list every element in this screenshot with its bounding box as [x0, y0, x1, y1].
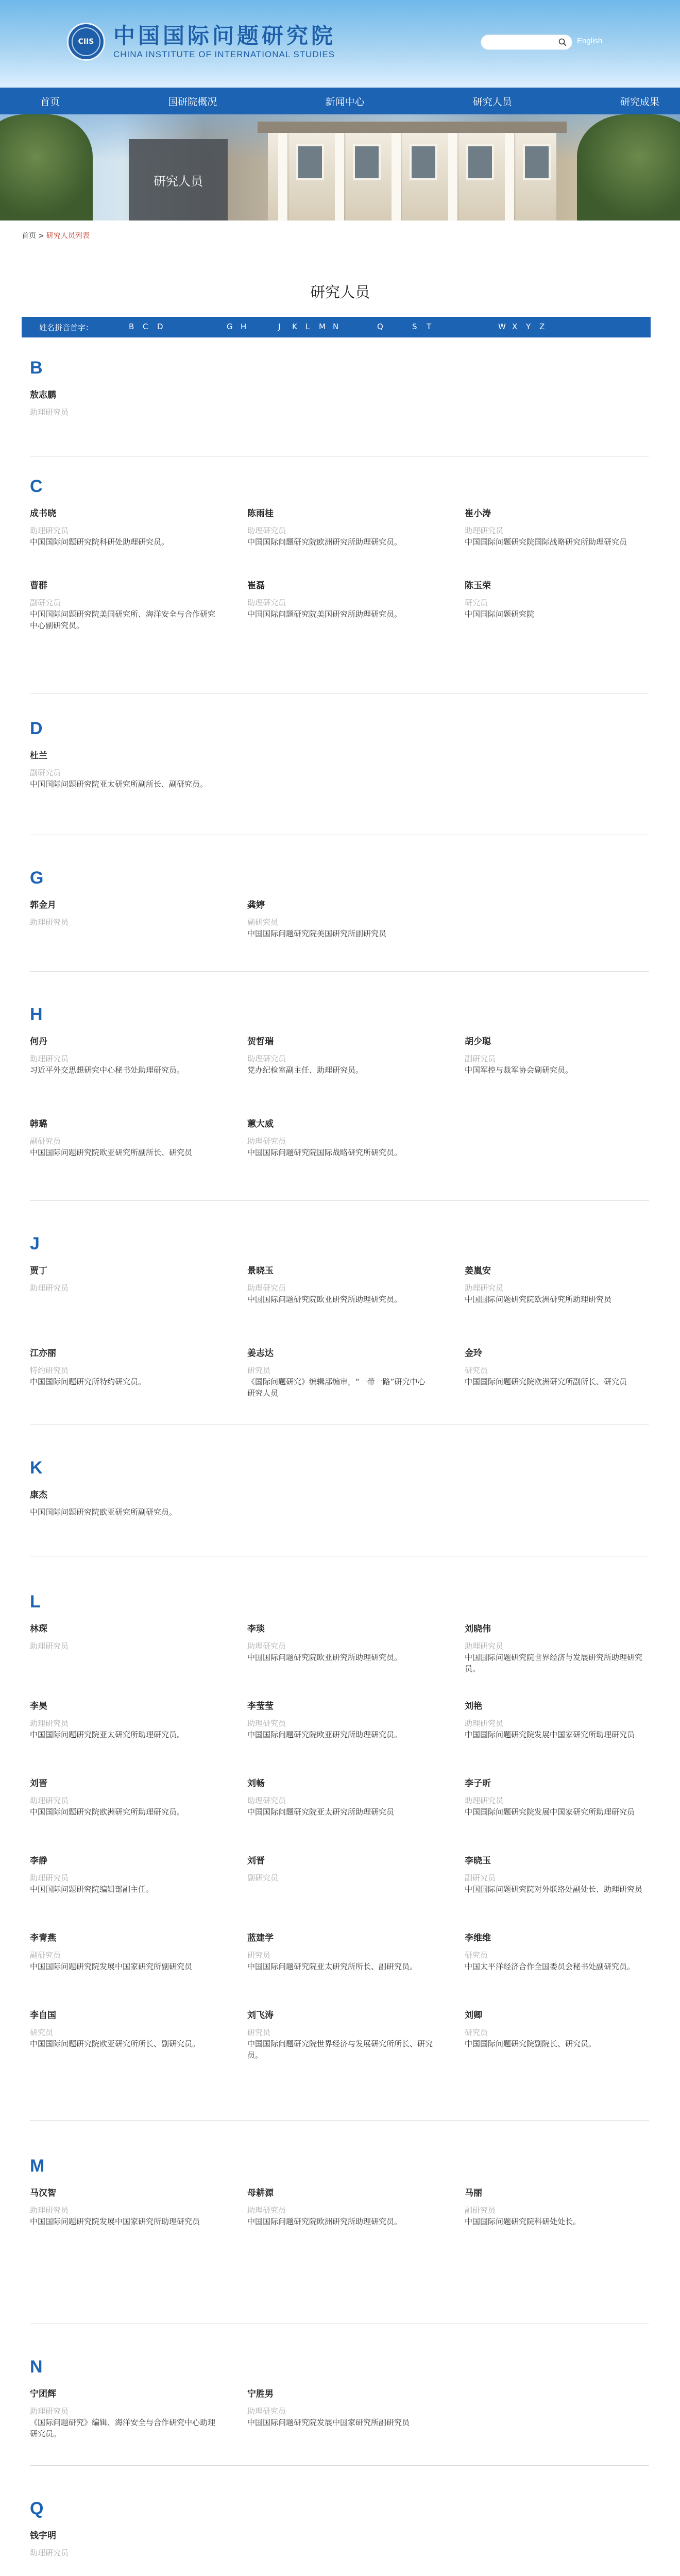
researcher-name[interactable]: 胡少聪 — [465, 1037, 491, 1047]
researcher-card — [247, 1265, 433, 1305]
researcher-description: 中国国际问题研究院欧亚研究所助理研究员。 — [247, 1295, 402, 1304]
researcher-card — [30, 1700, 215, 1740]
researcher-title: 研究员 — [247, 2028, 271, 2037]
breadcrumb-current: 研究人员列表 — [46, 232, 90, 240]
researcher-description: 中国国际问题研究院亚太研究所所长、副研究员。 — [247, 1962, 418, 1971]
researcher-description: 中国国际问题研究院欧洲研究所助理研究员 — [465, 1295, 612, 1304]
researcher-description: 中国国际问题研究院亚太研究所副所长、副研究员。 — [30, 779, 208, 789]
researcher-name[interactable]: 景晓玉 — [247, 1266, 274, 1276]
logo-chinese-name: 中国国际问题研究院 — [113, 23, 336, 48]
index-letter-w[interactable]: W — [498, 322, 506, 331]
researcher-title: 副研究员 — [30, 1951, 61, 1960]
researcher-description: 中国国际问题研究院 — [465, 609, 535, 619]
researcher-title: 助理研究员 — [465, 1641, 504, 1651]
researcher-description: 中国国际问题研究院发展中国家研究所副研究员 — [247, 2418, 410, 2427]
index-letter-y[interactable]: Y — [526, 322, 531, 331]
section-letter: Q — [30, 2499, 44, 2518]
researcher-title: 助理研究员 — [247, 526, 286, 535]
researcher-description: 中国国际问题研究院发展中国家研究所副研究员 — [30, 1962, 193, 1971]
researcher-title: 助理研究员 — [465, 526, 504, 535]
researcher-name[interactable]: 刘晋 — [247, 1856, 265, 1866]
researcher-title: 助理研究员 — [30, 1873, 69, 1883]
section-divider — [30, 1200, 649, 1201]
researcher-description: 中国国际问题研究院亚太研究所助理研究员 — [247, 1807, 395, 1817]
researcher-name[interactable]: 韩璐 — [30, 1119, 47, 1129]
nav-item-2[interactable]: 新闻中心 — [325, 96, 365, 108]
breadcrumb-home[interactable]: 首页 — [22, 232, 36, 240]
researcher-description: 中国国际问题研究院美国研究所副研究员 — [247, 929, 387, 938]
researcher-card — [247, 1777, 433, 1818]
researcher-description: 中国国际问题研究院美国研究所、海洋安全与合作研究中心副研究员。 — [30, 609, 216, 630]
researcher-title: 助理研究员 — [247, 1137, 286, 1146]
researcher-card — [30, 1623, 215, 1652]
researcher-title: 助理研究员 — [247, 2206, 286, 2215]
researcher-name[interactable]: 刘飞涛 — [247, 2010, 274, 2021]
index-letter-j[interactable]: J — [278, 322, 281, 331]
researcher-name[interactable]: 金玲 — [465, 1348, 482, 1359]
researcher-name[interactable]: 成书晓 — [30, 509, 56, 519]
search-input[interactable] — [487, 35, 559, 49]
researcher-title: 助理研究员 — [30, 918, 69, 927]
index-letter-k[interactable]: K — [292, 322, 297, 331]
search-box — [481, 35, 572, 50]
researcher-card — [247, 2388, 433, 2428]
researcher-name[interactable]: 曹群 — [30, 581, 47, 591]
index-letter-h[interactable]: H — [241, 322, 247, 331]
researcher-name[interactable]: 李自国 — [30, 2010, 56, 2021]
researcher-card — [30, 389, 215, 418]
researcher-name[interactable]: 李静 — [30, 1856, 47, 1866]
researcher-name[interactable]: 贾丁 — [30, 1266, 47, 1276]
researcher-card — [30, 750, 215, 790]
researcher-card — [30, 507, 215, 548]
pinyin-index-bar — [22, 317, 651, 337]
index-label: 姓名拼音首字： — [39, 323, 94, 332]
researcher-name[interactable]: 何丹 — [30, 1037, 47, 1047]
researcher-card — [465, 1623, 650, 1674]
researcher-card — [30, 1036, 215, 1076]
banner-caption — [129, 139, 228, 221]
researcher-title: 研究员 — [30, 2028, 54, 2037]
researcher-description: 中国国际问题研究院欧洲研究所助理研究员。 — [247, 2217, 402, 2226]
breadcrumb — [22, 230, 90, 241]
researcher-card — [30, 1932, 215, 1972]
researcher-description: 中国国际问题研究院欧亚研究所副所长、研究员 — [30, 1148, 193, 1157]
researcher-name[interactable]: 崔磊 — [247, 581, 265, 591]
banner-tree-left — [0, 114, 93, 221]
researcher-card — [465, 1932, 650, 1972]
researcher-card — [465, 2009, 650, 2049]
emblem-text: CIIS — [78, 38, 94, 46]
researcher-description: 中国国际问题研究院世界经济与发展研究所所长、研究员。 — [247, 2039, 433, 2060]
banner-building-image — [268, 129, 556, 221]
researcher-card — [247, 2009, 433, 2061]
researcher-card — [30, 1265, 215, 1294]
index-letter-z[interactable]: Z — [539, 322, 545, 331]
researcher-title: 副研究员 — [247, 1873, 279, 1883]
researcher-title: 助理研究员 — [30, 1719, 69, 1728]
section-letter: D — [30, 719, 43, 738]
researcher-card — [465, 1036, 650, 1076]
researcher-name[interactable]: 宁胜男 — [247, 2389, 274, 2399]
nav-item-1[interactable]: 国研院概况 — [168, 96, 217, 108]
researcher-title: 研究员 — [247, 1366, 271, 1375]
researcher-title: 助理研究员 — [247, 1796, 286, 1805]
researcher-description: 中国国际问题研究院编辑部副主任。 — [30, 1885, 154, 1894]
section-letter: C — [30, 477, 43, 496]
researcher-card — [30, 2530, 215, 2558]
researcher-card — [30, 899, 215, 928]
researcher-name[interactable]: 宁团辉 — [30, 2389, 56, 2399]
researcher-description: 中国国际问题研究院发展中国家研究所助理研究员 — [30, 2217, 200, 2226]
researcher-card — [30, 1777, 215, 1818]
researcher-title: 研究员 — [247, 1951, 271, 1960]
index-letter-d[interactable]: D — [157, 322, 163, 331]
researcher-description: 中国国际问题研究院亚太研究所助理研究员。 — [30, 1730, 185, 1739]
researcher-title: 助理研究员 — [30, 2548, 69, 2557]
researcher-title: 助理研究员 — [30, 1641, 69, 1651]
researcher-description: 中国国际问题研究院副院长、研究员。 — [465, 2039, 597, 2048]
researcher-card — [30, 2187, 215, 2227]
researcher-description: 中国国际问题研究院欧洲研究所助理研究员。 — [247, 537, 402, 547]
researcher-description: 中国太平洋经济合作全国委员会秘书处副研究员。 — [465, 1962, 635, 1971]
researcher-name[interactable]: 刘晓伟 — [465, 1624, 491, 1634]
researcher-title: 助理研究员 — [30, 1283, 69, 1293]
index-letter-t[interactable]: T — [427, 322, 432, 331]
researcher-name[interactable]: 蓝建学 — [247, 1933, 274, 1943]
researcher-name[interactable]: 刘晋 — [30, 1778, 47, 1789]
researcher-card — [30, 1855, 215, 1895]
researcher-description: 中国国际问题研究院国际战略研究所助理研究员 — [465, 537, 627, 547]
nav-item-3[interactable]: 研究人员 — [472, 96, 512, 108]
researcher-title: 助理研究员 — [465, 1719, 504, 1728]
researcher-title: 助理研究员 — [30, 2406, 69, 2416]
researcher-card — [247, 1623, 433, 1663]
researcher-name[interactable]: 钱宇明 — [30, 2531, 56, 2541]
site-header — [0, 0, 680, 88]
search-icon[interactable] — [558, 38, 567, 46]
english-link[interactable]: English — [577, 37, 603, 45]
researcher-description: 《国际问题研究》编辑部编审，“一带一路”研究中心研究人员 — [247, 1377, 426, 1398]
researcher-card — [465, 1700, 650, 1740]
researcher-card — [247, 899, 433, 939]
index-letter-s[interactable]: S — [412, 322, 417, 331]
researcher-title: 副研究员 — [465, 1054, 496, 1063]
researcher-name[interactable]: 李莹莹 — [247, 1701, 274, 1711]
researcher-description: 中国国际问题研究院欧亚研究所助理研究员。 — [247, 1730, 402, 1739]
researcher-name[interactable]: 李昊 — [30, 1701, 47, 1711]
researcher-title: 助理研究员 — [30, 1054, 69, 1063]
researcher-name[interactable]: 刘卿 — [465, 2010, 482, 2021]
researcher-card — [247, 507, 433, 548]
researcher-title: 助理研究员 — [465, 1283, 504, 1293]
researcher-title: 副研究员 — [247, 918, 279, 927]
main-nav — [0, 88, 680, 114]
researcher-name[interactable]: 马汉智 — [30, 2188, 56, 2198]
nav-item-4[interactable]: 研究成果 — [620, 96, 659, 108]
banner — [0, 114, 680, 221]
researcher-name[interactable]: 江亦丽 — [30, 1348, 56, 1359]
researcher-title: 研究员 — [465, 2028, 488, 2037]
researcher-name[interactable]: 母耕源 — [247, 2188, 274, 2198]
researcher-card — [465, 1855, 650, 1895]
researcher-name[interactable]: 郭金月 — [30, 900, 56, 910]
logo-english-name: CHINA INSTITUTE OF INTERNATIONAL STUDIES — [113, 49, 335, 59]
researcher-title: 特约研究员 — [30, 1366, 69, 1375]
section-letter: H — [30, 1005, 43, 1024]
researcher-card — [465, 1265, 650, 1305]
researcher-card — [30, 2009, 215, 2049]
researcher-name[interactable]: 姜志达 — [247, 1348, 274, 1359]
researcher-name[interactable]: 李青燕 — [30, 1933, 56, 1943]
researcher-title: 副研究员 — [465, 1873, 496, 1883]
researcher-name[interactable]: 刘畅 — [247, 1778, 265, 1789]
researcher-title: 副研究员 — [30, 1137, 61, 1146]
researcher-name[interactable]: 贺哲瑞 — [247, 1037, 274, 1047]
researcher-description: 中国国际问题研究院欧洲研究所副所长、研究员 — [465, 1377, 627, 1386]
index-letter-c[interactable]: C — [143, 322, 148, 331]
researcher-description: 《国际问题研究》编辑、海洋安全与合作研究中心助理研究员。 — [30, 2418, 216, 2438]
researcher-description: 中国国际问题研究院世界经济与发展研究所助理研究员。 — [465, 1653, 643, 1673]
researcher-card — [247, 1700, 433, 1740]
section-letter: N — [30, 2357, 43, 2377]
section-letter: G — [30, 868, 44, 888]
researcher-title: 助理研究员 — [247, 1641, 286, 1651]
researcher-card — [30, 1118, 215, 1158]
researcher-description: 中国国际问题研究院科研处助理研究员。 — [30, 537, 169, 547]
researcher-card — [247, 1932, 433, 1972]
researcher-title: 副研究员 — [30, 768, 61, 777]
researcher-card — [30, 1489, 215, 1518]
section-letter: B — [30, 358, 43, 378]
breadcrumb-separator: > — [38, 232, 44, 240]
researcher-card — [247, 1347, 433, 1399]
banner-tree-right — [577, 114, 680, 221]
researcher-description: 中国国际问题研究院欧洲研究所助理研究员。 — [30, 1807, 185, 1817]
researcher-description: 中国国际问题研究院国际战略研究所研究员。 — [247, 1148, 402, 1157]
researcher-title: 研究员 — [465, 598, 488, 607]
researcher-card — [247, 1855, 433, 1884]
banner-caption-text: 研究人员 — [154, 174, 203, 189]
section-letter: L — [30, 1592, 41, 1612]
researcher-name[interactable]: 康杰 — [30, 1490, 47, 1500]
researcher-card — [465, 1777, 650, 1818]
researcher-title: 副研究员 — [30, 598, 61, 607]
index-letter-g[interactable]: G — [227, 322, 233, 331]
researcher-name[interactable]: 刘艳 — [465, 1701, 482, 1711]
researcher-name[interactable]: 陈雨桂 — [247, 509, 274, 519]
researcher-title: 助理研究员 — [247, 2406, 286, 2416]
researcher-description: 中国国际问题研究院欧亚研究所副研究员。 — [30, 1507, 177, 1517]
researcher-card — [30, 1347, 215, 1387]
researcher-name[interactable]: 杜兰 — [30, 751, 47, 761]
researcher-description: 中国国际问题研究院欧亚研究所所长、副研究员。 — [30, 2039, 200, 2048]
researcher-description: 中国国际问题研究院对外联络处副处长、助理研究员 — [465, 1885, 643, 1894]
researcher-name[interactable]: 敖志鹏 — [30, 390, 56, 400]
nav-item-0[interactable]: 首页 — [40, 96, 60, 108]
researcher-card — [30, 2388, 215, 2439]
section-letter: J — [30, 1234, 40, 1253]
researcher-card — [247, 1118, 433, 1158]
researcher-card — [30, 580, 215, 631]
researcher-description: 中国国际问题研究院科研处处长。 — [465, 2217, 581, 2226]
researcher-name[interactable]: 姜嵐安 — [465, 1266, 491, 1276]
ciis-emblem-icon — [67, 23, 105, 61]
index-letter-q[interactable]: Q — [377, 322, 383, 331]
site-logo[interactable] — [67, 23, 336, 61]
section-divider — [30, 2120, 649, 2121]
section-letter: M — [30, 2156, 45, 2176]
researcher-card — [465, 580, 650, 620]
researcher-card — [247, 580, 433, 620]
index-letter-m[interactable]: M — [319, 322, 326, 331]
researcher-description: 习近平外交思想研究中心秘书处助理研究员。 — [30, 1065, 185, 1075]
researcher-card — [465, 2187, 650, 2227]
researcher-title: 助理研究员 — [30, 1796, 69, 1805]
researcher-description: 中国国际问题研究院欧亚研究所助理研究员。 — [247, 1653, 402, 1662]
researcher-name[interactable]: 李琰 — [247, 1624, 265, 1634]
researcher-name[interactable]: 李子昕 — [465, 1778, 491, 1789]
researcher-title: 研究员 — [465, 1366, 488, 1375]
researcher-title: 助理研究员 — [247, 1283, 286, 1293]
researcher-description: 中国军控与裁军协会副研究员。 — [465, 1065, 573, 1075]
researcher-description: 中国国际问题研究所特约研究员。 — [30, 1377, 146, 1386]
researcher-title: 助理研究员 — [465, 1796, 504, 1805]
researcher-name[interactable]: 陈玉荣 — [465, 581, 491, 591]
index-letter-x[interactable]: X — [512, 322, 518, 331]
section-divider — [30, 2465, 649, 2466]
researcher-name[interactable]: 崔小涛 — [465, 509, 491, 519]
researcher-title: 助理研究员 — [30, 2206, 69, 2215]
section-letter: K — [30, 1458, 43, 1478]
researcher-card — [247, 2187, 433, 2227]
researcher-description: 中国国际问题研究院发展中国家研究所助理研究员 — [465, 1730, 635, 1739]
researcher-name[interactable]: 蕙大威 — [247, 1119, 274, 1129]
page-title: 研究人员 — [310, 283, 370, 301]
researcher-title: 助理研究员 — [247, 1054, 286, 1063]
researcher-description: 中国国际问题研究院美国研究所助理研究员。 — [247, 609, 402, 619]
researcher-description: 中国国际问题研究院发展中国家研究所助理研究员 — [465, 1807, 635, 1817]
researcher-title: 助理研究员 — [30, 408, 69, 417]
researcher-card — [465, 507, 650, 548]
researcher-title: 副研究员 — [465, 2206, 496, 2215]
researcher-title: 研究员 — [465, 1951, 488, 1960]
researcher-name[interactable]: 马丽 — [465, 2188, 482, 2198]
researcher-card — [247, 1036, 433, 1076]
researcher-name[interactable]: 李晓玉 — [465, 1856, 491, 1866]
index-letter-n[interactable]: N — [333, 322, 339, 331]
researcher-title: 助理研究员 — [247, 1719, 286, 1728]
researcher-name[interactable]: 龚婷 — [247, 900, 265, 910]
index-letter-l[interactable]: L — [305, 322, 310, 331]
index-letter-b[interactable]: B — [129, 322, 134, 331]
researcher-title: 助理研究员 — [30, 526, 69, 535]
researcher-name[interactable]: 李维维 — [465, 1933, 491, 1943]
section-divider — [30, 971, 649, 972]
researcher-title: 助理研究员 — [247, 598, 286, 607]
researcher-description: 党办纪检室副主任、助理研究员。 — [247, 1065, 364, 1075]
researcher-name[interactable]: 林琛 — [30, 1624, 47, 1634]
researcher-card — [465, 1347, 650, 1387]
